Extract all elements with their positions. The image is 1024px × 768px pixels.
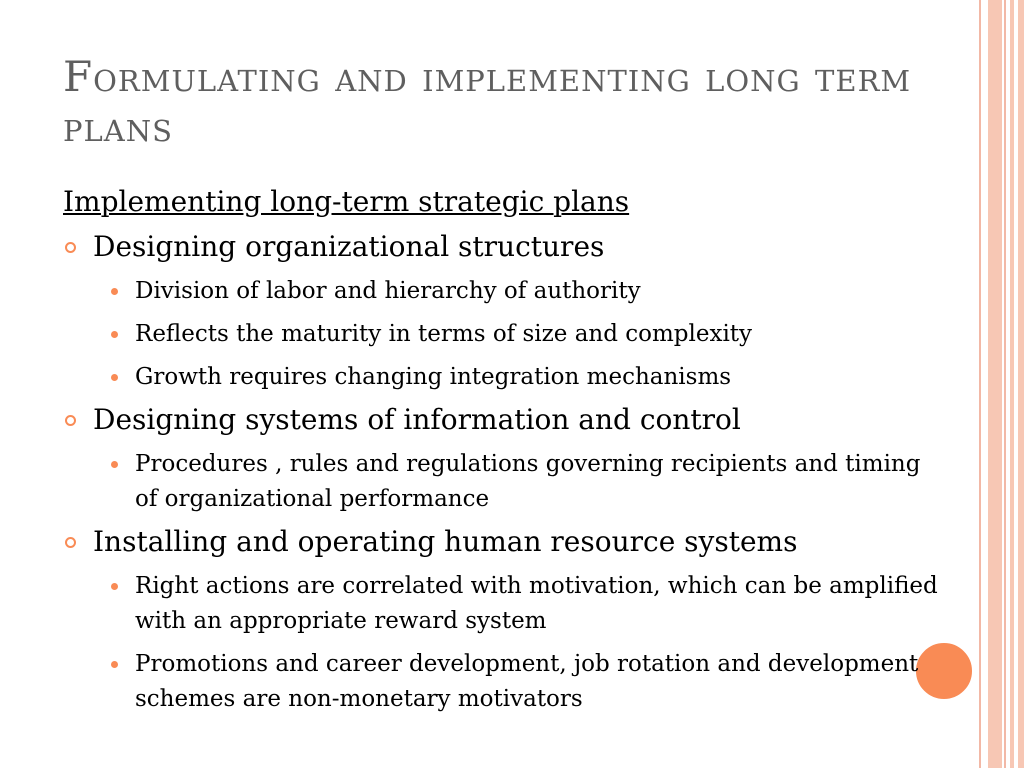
bullet-text: Promotions and career development, job rotation and development schemes are non-monetary motivators <box>135 651 919 712</box>
bullet-dot-icon <box>111 583 118 590</box>
slide-body <box>63 184 943 725</box>
bullet-text: Installing and operating human resource systems <box>93 525 798 558</box>
bullet-level2 <box>63 569 943 639</box>
decorative-stripe <box>1010 0 1014 768</box>
decorative-stripe <box>1004 0 1006 768</box>
bullet-level2 <box>63 647 943 717</box>
bullet-dot-icon <box>111 461 118 468</box>
decorative-stripe <box>979 0 981 768</box>
bullet-dot-icon <box>111 288 118 295</box>
bullet-text: Designing systems of information and control <box>93 403 741 436</box>
slide-title: Formulating and implementing long term plans <box>63 52 912 151</box>
bullet-text: Procedures , rules and regulations governing recipients and timing of organizational performance <box>135 451 921 512</box>
decorative-stripe <box>988 0 1002 768</box>
bullet-text: Designing organizational structures <box>93 230 605 263</box>
bullet-level1 <box>63 525 943 559</box>
bullet-text: Division of labor and hierarchy of authority <box>135 278 641 304</box>
bullet-text: Right actions are correlated with motivation, which can be amplified with an appropriate reward system <box>135 573 938 634</box>
bullet-text: Reflects the maturity in terms of size and complexity <box>135 321 753 347</box>
bullet-dot-icon <box>111 331 118 338</box>
section-heading: Implementing long-term strategic plans <box>63 185 630 218</box>
bullet-ring-icon <box>65 537 76 548</box>
bullet-dot-icon <box>111 661 118 668</box>
bullet-level1 <box>63 403 943 437</box>
bullet-ring-icon <box>65 242 76 253</box>
decorative-stripe <box>1018 0 1024 768</box>
bullet-ring-icon <box>65 415 76 426</box>
bullet-dot-icon <box>111 374 118 381</box>
bullet-text: Growth requires changing integration mechanisms <box>135 364 732 390</box>
bullet-level1 <box>63 230 943 264</box>
bullet-level2 <box>63 274 943 309</box>
bullet-level2 <box>63 360 943 395</box>
bullet-level2 <box>63 317 943 352</box>
bullet-level2 <box>63 447 943 517</box>
